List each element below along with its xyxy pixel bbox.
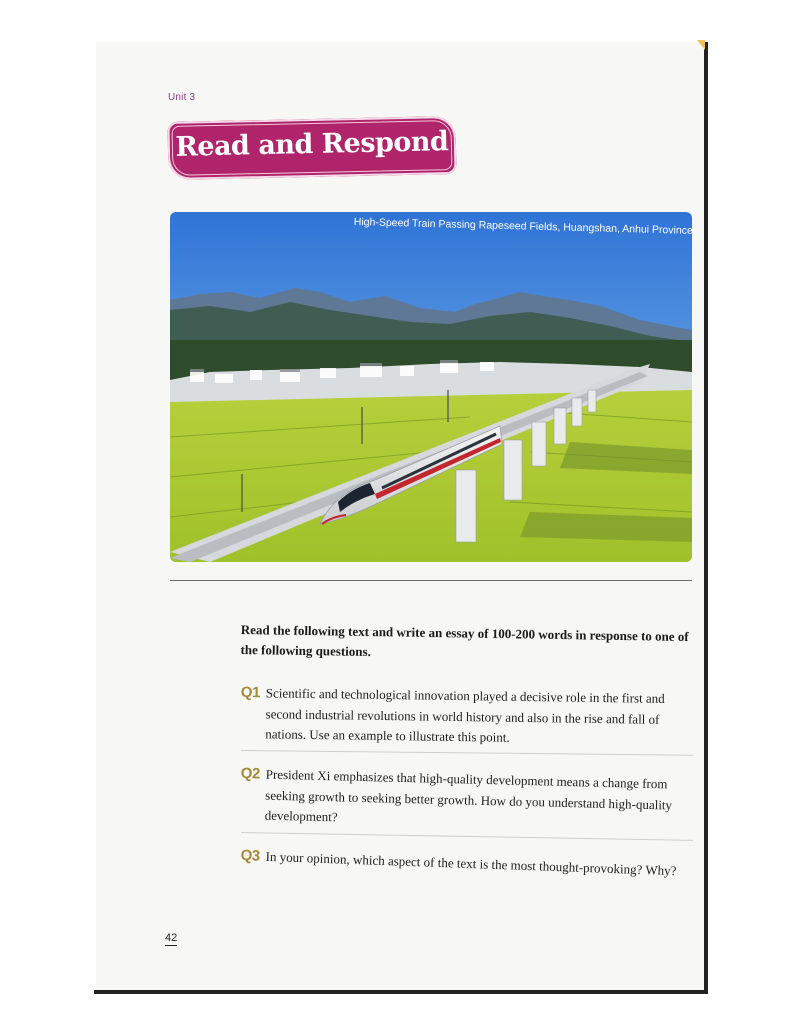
page-edge-shadow [704,42,708,994]
unit-label: Unit 3 [168,92,196,103]
train-photo-illustration [170,212,692,562]
page-bottom-shadow [94,990,706,994]
question-number: Q3 [240,846,260,865]
essay-instructions: Read the following text and write an essay of 100-200 words in response to one of the following questions. [240,621,689,660]
bookmark-tab [697,40,705,50]
question-text: In your opinion, which aspect of the text is the most thought-provoking? Why? [265,848,677,879]
question-number: Q2 [240,764,260,783]
train-photo [170,212,692,562]
page-number: 42 [165,932,178,944]
question-text: President Xi emphasizes that high-quality development means a change from seeking growth to seeking better growth. How do you understand high-quality development? [264,766,673,825]
question-text: Scientific and technological innovation played a decisive role in the first and second industrial revolutions in world history and also in the rise and fall of nations. Use an example to illustrate this point. [265,685,665,745]
section-title-banner [167,116,456,180]
section-divider [170,580,692,581]
photo-caption: High-Speed Train Passing Rapeseed Fields, Huangshan, Anhui Province [353,216,694,237]
section-title: Read and Respond [175,126,449,163]
question-number: Q1 [240,683,260,702]
